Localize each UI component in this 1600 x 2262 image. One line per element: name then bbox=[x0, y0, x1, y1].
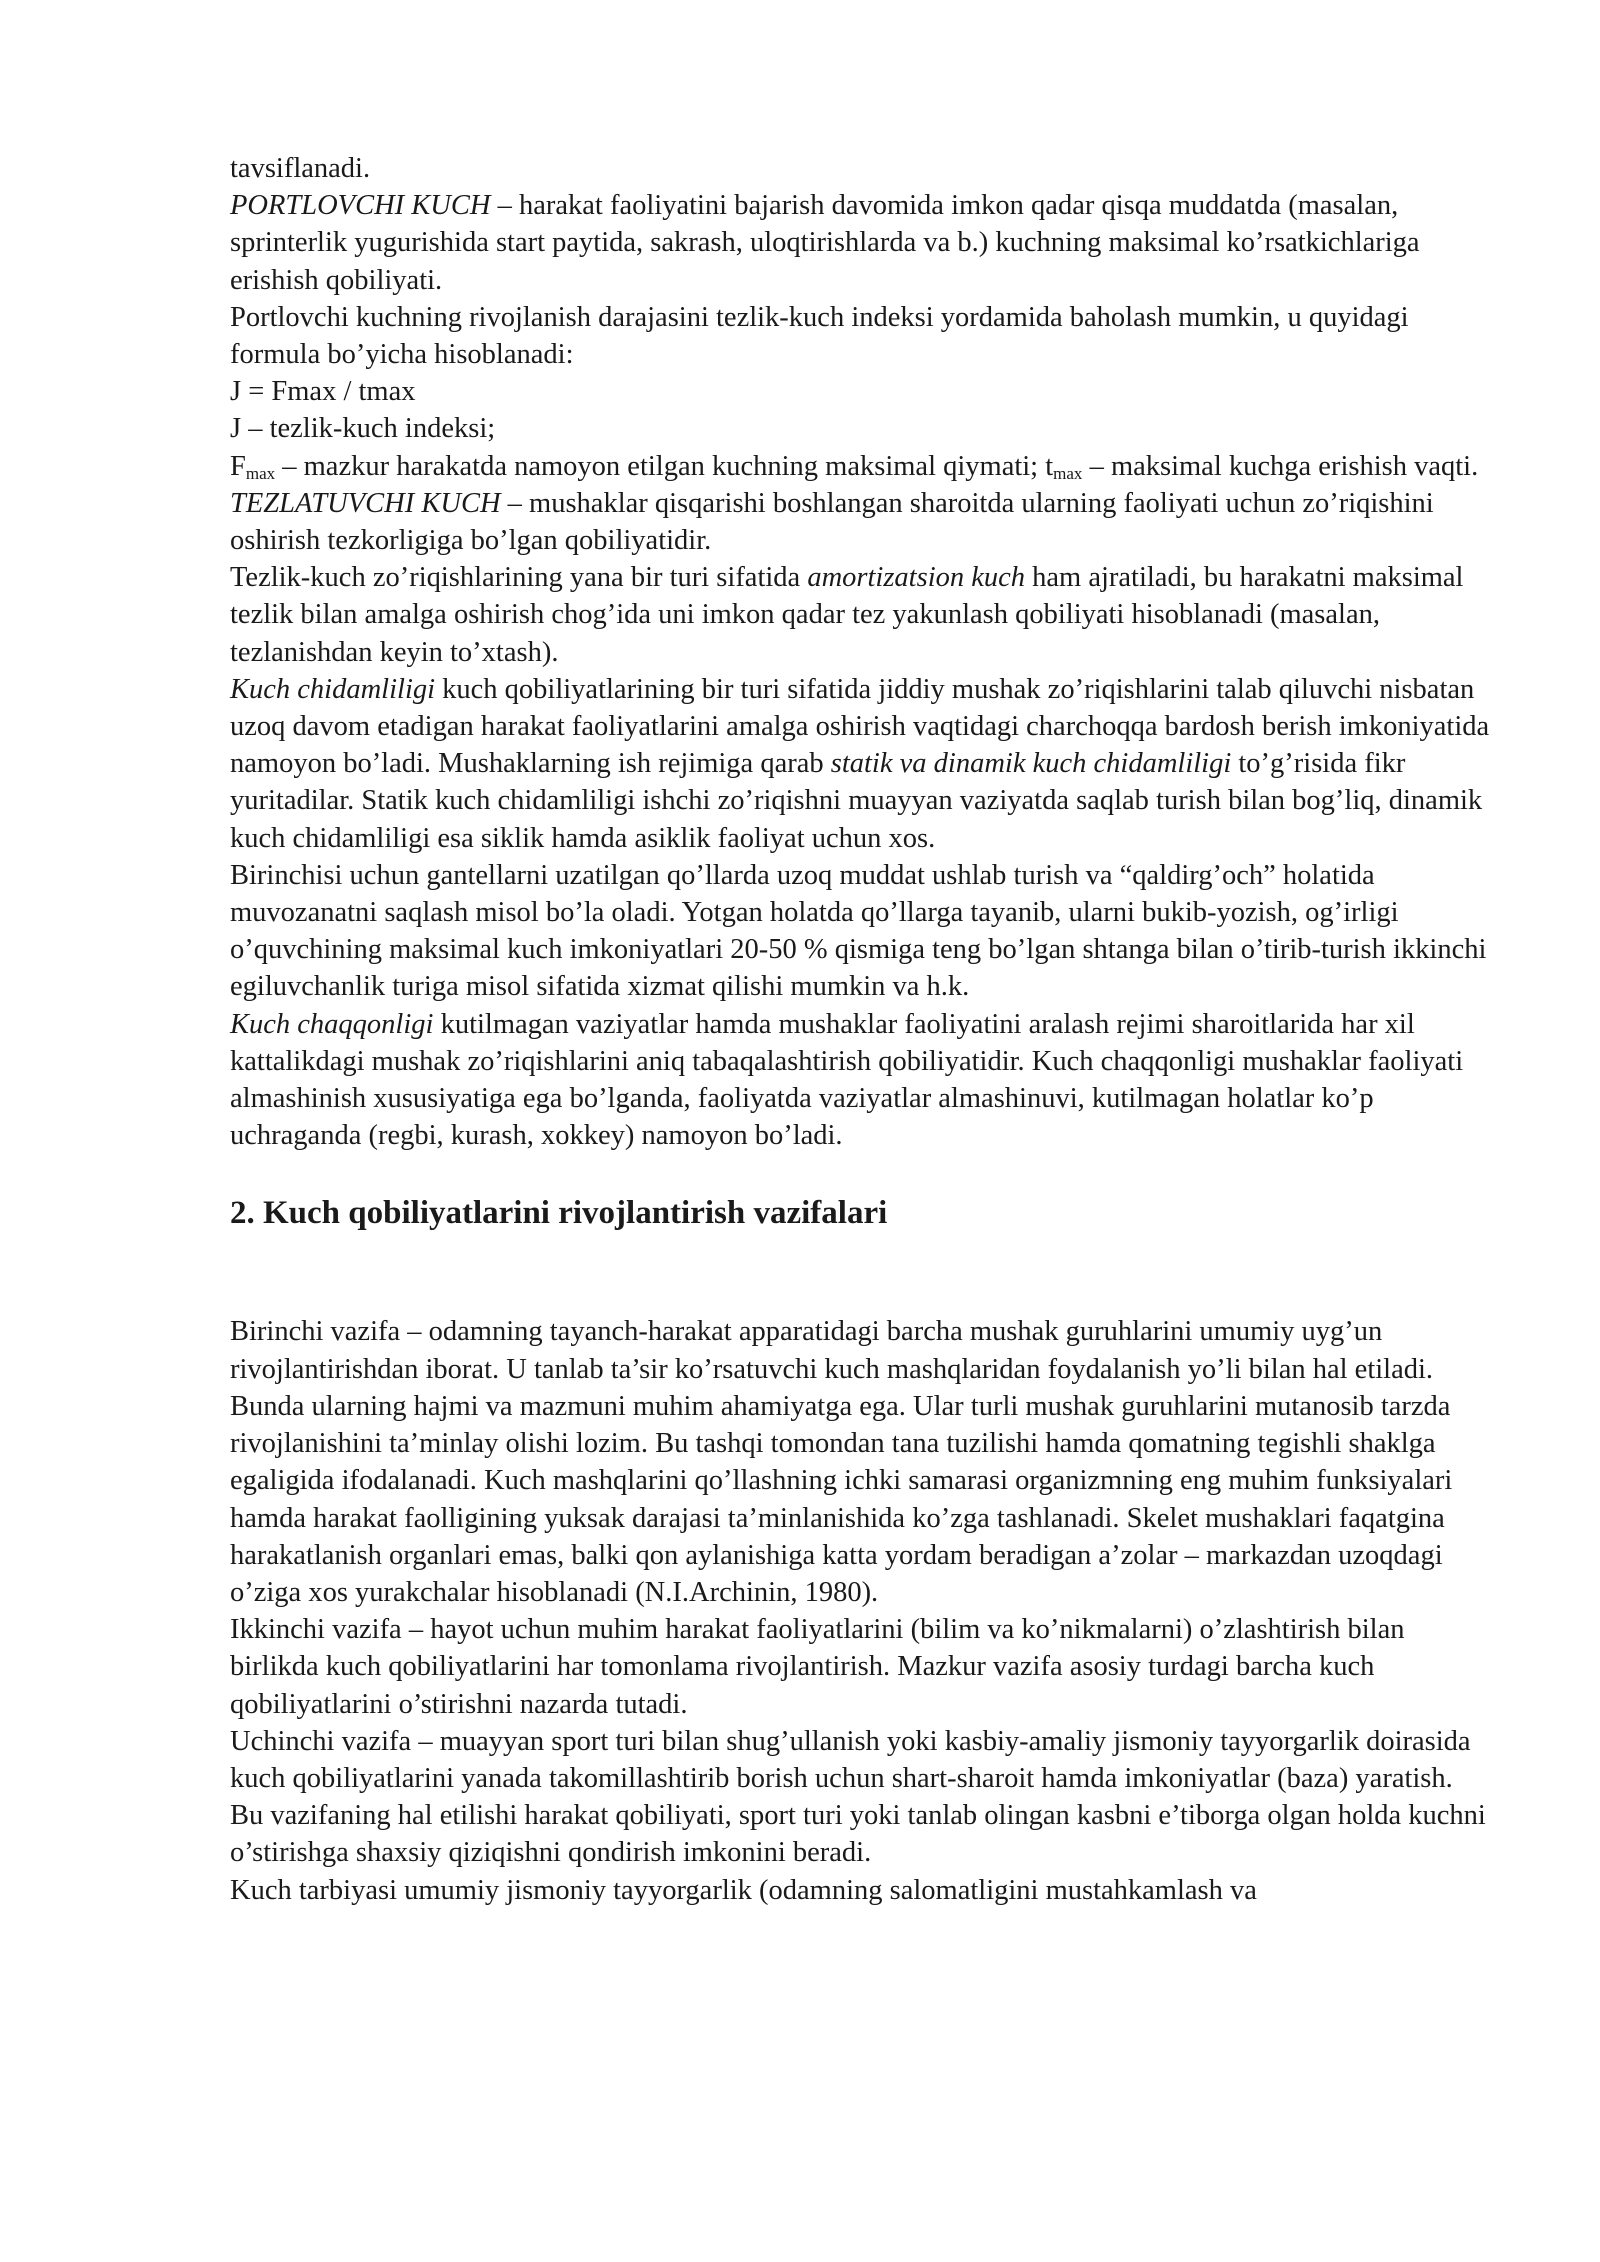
term-amortizatsion-kuch: amortizatsion kuch bbox=[807, 562, 1026, 594]
paragraph-kuch-chaqqonligi: Kuch chaqqonligi kutilmagan vaziyatlar hamda mushaklar faoliyatini aralash rejimi sharoitlarida har xil kattalikdagi mushak zo’riqishlarini aniq tabaqalashtirish qobiliyatidir. Kuch chaqqonligi mushaklar faoliyati almashinish xususiyatiga ega bo’lganda, faoliyatda vaziyatlar almashinuvi, kutilmagan holatlar ko’p uchraganda (regbi, kurash, xokkey) namoyon bo’ladi. bbox=[230, 1008, 1464, 1152]
term-tezlatuvchi-kuch: TEZLATUVCHI KUCH bbox=[230, 487, 501, 519]
paragraph-1: tavsiflanadi. bbox=[230, 153, 371, 184]
paragraph-amortizatsion-kuch: Tezlik-kuch zo’riqishlarining yana bir turi sifatida amortizatsion kuch ham ajratiladi, bu harakatni maksimal tezlik bilan amalga oshirish chog’ida uni imkon qadar tez yakunlash qobiliyati hisoblanadi (masalan, tezlanishdan keyin to’xtash). bbox=[230, 562, 1464, 668]
paragraph-portlovchi-kuch: PORTLOVCHI KUCH – harakat faoliyatini bajarish davomida imkon qadar qisqa muddatda (masalan, sprinterlik yugurishida start paytida, sakrash, uloqtirishlarda va b.) kuchning maksimal ko’rsatkichlariga erishish qobiliyati. bbox=[230, 190, 1420, 296]
paragraph-vazifa-hal: Bu vazifaning hal etilishi harakat qobiliyati, sport turi yoki tanlab olingan kasbni e’tiborga olgan holda kuchni o’stirishga shaxsiy qiziqishni qondirish imkonini beradi. bbox=[230, 1800, 1486, 1869]
paragraph-index-intro: Portlovchi kuchning rivojlanish darajasini tezlik-kuch indeksi yordamida baholash mumkin, u quyidagi formula bo’yicha hisoblanadi: bbox=[230, 301, 1409, 371]
term-kuch-chaqqonligi: Kuch chaqqonligi bbox=[230, 1008, 434, 1040]
formula-legend-fmax: $F_{max}$ – mazkur harakatda namoyon etilgan kuchning maksimal qiymati; $t_{max}$ – maksimal kuchga erishish vaqti. bbox=[230, 450, 1479, 483]
paragraph-ikkinchi-vazifa: Ikkinchi vazifa – hayot uchun muhim harakat faoliyatlarini (bilim va ko’nikmalarni) o’zlashtirish bilan birlikda kuch qobiliyatlarini har tomonlama rivojlantirish. Mazkur vazifa asosiy turdagi barcha kuch qobiliyatlarini o’stirishni nazarda tutadi. bbox=[230, 1614, 1405, 1720]
paragraph-kuch-chidamliligi: Kuch chidamliligi kuch qobiliyatlarining bir turi sifatida jiddiy mushak zo’riqishlarini talab qiluvchi nisbatan uzoq davom etadigan harakat faoliyatlarini amalga oshirish vaqtidagi charchoqqa bardosh berish imkoniyatida namoyon bo’ladi. Mushaklarning ish rejimiga qarab statik va dinamik kuch chidamliligi to’g’risida fikr yuritadilar. Statik kuch chidamliligi ishchi zo’riqishni muayyan vaziyatda saqlab turish bilan bog’liq, dinamik kuch chidamliligi esa siklik hamda asiklik faoliyat uchun xos. bbox=[230, 673, 1490, 854]
paragraph-tezlatuvchi-kuch: TEZLATUVCHI KUCH – mushaklar qisqarishi boshlangan sharoitda ularning faoliyati uchun zo’riqishini oshirish tezkorligiga bo’lgan qobiliyatidir. bbox=[230, 487, 1434, 557]
term-statik-dinamik: statik va dinamik kuch chidamliligi bbox=[830, 748, 1232, 780]
section-heading: 2. Kuch qobiliyatlarini rivojlantirish vazifalari bbox=[230, 1195, 888, 1232]
formula-legend-j: J – tezlik-kuch indeksi; bbox=[230, 413, 496, 445]
formula: J = Fmax / tmax bbox=[230, 376, 416, 408]
term-kuch-chidamliligi: Kuch chidamliligi bbox=[230, 673, 436, 705]
paragraph-birinchi-vazifa: Birinchi vazifa – odamning tayanch-harakat apparatidagi barcha mushak guruhlarini umumiy uyg’un rivojlantirishdan iborat. U tanlab ta’sir ko’rsatuvchi kuch mashqlaridan foydalanish yo’li bilan hal etiladi. Bunda ularning hajmi va mazmuni muhim ahamiyatga ega. Ular turli mushak guruhlarini mutanosib tarzda rivojlanishini ta’minlay olishi lozim. Bu tashqi tomondan tana tuzilishi hamda qomatning tegishli shaklga egaligida ifodalanadi. Kuch mashqlarini qo’llashning ichki samarasi organizmning eng muhim funksiyalari hamda harakat faolligining yuksak darajasi ta’minlanishida ko’zga tashlanadi. Skelet mushaklari faqatgina harakatlanish organlari emas, balki qon aylanishiga katta yordam beradigan a’zolar – markazdan uzoqdagi o’ziga xos yurakchalar hisoblanadi (N.I.Archinin, 1980). bbox=[230, 1316, 1453, 1608]
document-body bbox=[230, 150, 1500, 1909]
paragraph-uchinchi-vazifa: Uchinchi vazifa – muayyan sport turi bilan shug’ullanish yoki kasbiy-amaliy jismoniy tayyorgarlik doirasida kuch qobiliyatlarini yanada takomillashtirib borish uchun shart-sharoit hamda imkoniyatlar (baza) yaratish. bbox=[230, 1725, 1471, 1794]
term-portlovchi-kuch: PORTLOVCHI KUCH bbox=[230, 190, 491, 222]
paragraph-examples: Birinchisi uchun gantellarni uzatilgan qo’llarda uzoq muddat ushlab turish va “qaldirg’och” holatida muvozanatni saqlash misol bo’la oladi. Yotgan holatda qo’llarga tayanib, ularni bukib-yozish, og’irligi o’quvchining maksimal kuch imkoniyatlari 20-50 % qismiga teng bo’lgan shtanga bilan o’tirib-turish ikkinchi egiluvchanlik turiga misol sifatida xizmat qilishi mumkin va h.k. bbox=[230, 859, 1487, 1003]
paragraph-kuch-tarbiyasi: Kuch tarbiyasi umumiy jismoniy tayyorgarlik (odamning salomatligini mustahkamlash va bbox=[230, 1874, 1257, 1906]
